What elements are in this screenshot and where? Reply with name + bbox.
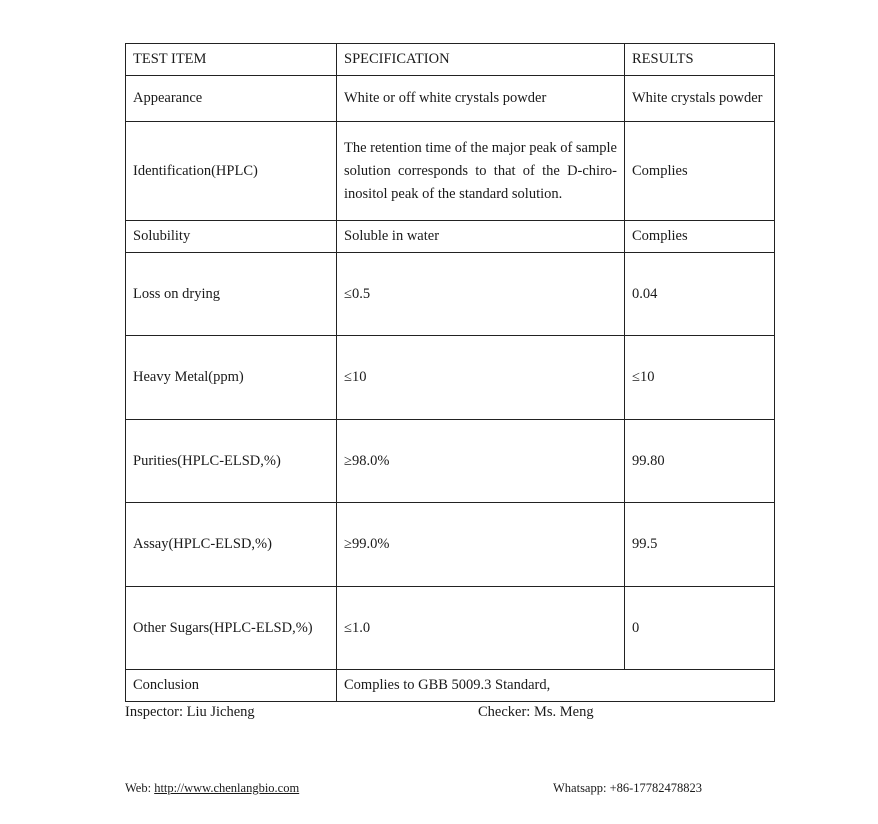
conclusion-text: Complies to GBB 5009.3 Standard, [337, 670, 775, 702]
row-spec: ≤1.0 [337, 587, 625, 670]
row-spec: The retention time of the major peak of sample solution corresponds to that of the D-chiro-inositol peak of the standard solution. [337, 122, 625, 221]
checker-signature: Checker: Ms. Meng [478, 704, 594, 720]
row-item: Heavy Metal(ppm) [126, 336, 337, 420]
row-spec: Soluble in water [337, 221, 625, 253]
row-spec: ≥99.0% [337, 503, 625, 587]
header-test-item: TEST ITEM [126, 44, 337, 76]
row-spec: White or off white crystals powder [337, 76, 625, 122]
row-spec: ≤10 [337, 336, 625, 420]
website-link[interactable]: http://www.chenlangbio.com [154, 781, 300, 795]
row-result: 99.80 [625, 420, 775, 503]
row-item: Loss on drying [126, 253, 337, 336]
row-item: Other Sugars(HPLC-ELSD,%) [126, 587, 337, 670]
footer-whatsapp: Whatsapp: +86-17782478823 [553, 781, 703, 795]
row-result: 0 [625, 587, 775, 670]
footer-web [125, 781, 299, 796]
inspector-signature: Inspector: Liu Jicheng [125, 704, 255, 720]
footer-web-label: Web: [125, 781, 155, 795]
row-result: Complies [625, 122, 775, 221]
header-results: RESULTS [625, 44, 775, 76]
row-spec: ≥98.0% [337, 420, 625, 503]
row-item: Purities(HPLC-ELSD,%) [126, 420, 337, 503]
row-spec: ≤0.5 [337, 253, 625, 336]
row-result: 99.5 [625, 503, 775, 587]
table-row [126, 76, 775, 122]
table-header-row [126, 44, 775, 76]
row-item: Solubility [126, 221, 337, 253]
conclusion-label: Conclusion [126, 670, 337, 702]
test-results-table [125, 43, 775, 702]
table-row [126, 253, 775, 336]
row-item: Identification(HPLC) [126, 122, 337, 221]
table-row [126, 503, 775, 587]
row-result: White crystals powder [625, 76, 775, 122]
row-item: Appearance [126, 76, 337, 122]
row-result: 0.04 [625, 253, 775, 336]
table-row [126, 221, 775, 253]
conclusion-row [126, 670, 775, 702]
table-row [126, 122, 775, 221]
table-row [126, 420, 775, 503]
row-result: Complies [625, 221, 775, 253]
table-row [126, 587, 775, 670]
header-specification: SPECIFICATION [337, 44, 625, 76]
table-row [126, 336, 775, 420]
row-item: Assay(HPLC-ELSD,%) [126, 503, 337, 587]
row-result: ≤10 [625, 336, 775, 420]
